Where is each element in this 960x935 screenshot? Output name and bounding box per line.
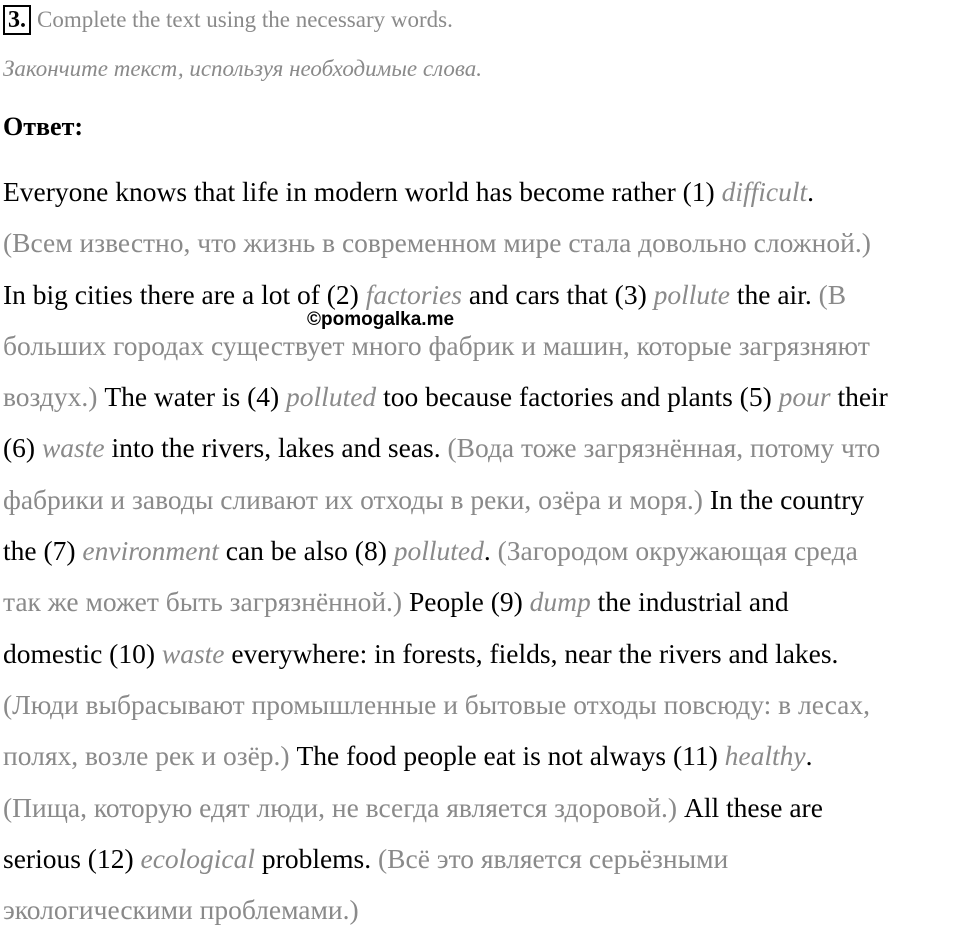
text-line [3,730,959,781]
translation-text: (В [818,278,847,310]
translation-text: фабрики и заводы сливают их отходы в реки, озёра и моря.) [3,483,703,515]
answer-word: healthy [724,740,806,772]
english-text: (6) [3,432,42,464]
answer-word: pollute [653,278,730,310]
english-text: serious (12) [3,842,141,874]
translation-text: полях, возле рек и озёр.) [3,740,290,772]
text-line [3,166,959,217]
english-text: The water is (4) [97,381,287,413]
task-header [3,4,453,36]
answer-word: waste [41,432,105,464]
answer-word: ecological [140,842,256,874]
english-text: . [807,176,815,207]
answer-word: polluted [393,535,484,567]
answer-word: waste [161,637,225,669]
translation-text: экологическими проблемами.) [3,894,359,926]
answer-word: polluted [286,381,377,413]
task-number-box: 3. [3,5,31,35]
task-instruction-en: Complete the text using the necessary words. [37,7,453,32]
english-text: domestic (10) [3,637,162,669]
english-text: the (7) [3,535,83,567]
english-text: In the country [702,483,865,515]
english-text: the industrial and [590,586,789,618]
watermark: ©pomogalka.me [307,309,455,330]
translation-text: (Люди выбрасывают промышленные и бытовые отходы повсюду: в лесах, [3,688,871,720]
translation-text: (Всем известно, что жизнь в современном мире стала довольно сложной.) [3,227,871,259]
text-line [3,884,959,935]
english-text: everywhere: in forests, fields, near the rivers and lakes. [224,637,839,669]
translation-text: (Всё это является серьёзными [378,842,729,874]
english-text: Everyone knows that life in modern world has become rather (1) [3,176,722,207]
text-line [3,320,959,371]
translation-text: воздух.) [3,381,98,413]
text-line [3,576,959,627]
translation-text: (Вода тоже загрязнённая, потому что [447,432,881,464]
translation-text: (Пища, которую едят люди, не всегда является здоровой.) [3,791,678,823]
answer-word: environment [82,535,219,567]
text-line [3,679,959,730]
translation-text: больших городах существует много фабрик и машин, которые загрязняют [3,329,870,361]
text-line [3,474,959,525]
text-line [3,782,959,833]
text-line [3,628,959,679]
english-text: problems. [255,842,379,874]
answer-word: factories [365,278,462,310]
answer-word: pour [778,381,831,413]
text-line [3,422,959,473]
answer-label: Ответ: [3,112,84,141]
answer-word: dump [529,586,591,618]
english-text: In big cities there are a lot of (2) [3,278,366,310]
answer-word: difficult [721,176,808,207]
english-text: the air. [730,278,819,310]
text-line [3,217,959,268]
text-line [3,833,959,884]
english-text: . [805,740,813,772]
english-text: All these are [677,791,823,823]
english-text: too because factories and plants (5) [376,381,779,413]
translation-text: (Загородом окружающая среда [497,535,858,567]
english-text: can be also (8) [218,535,394,567]
english-text: The food people eat is not always (11) [289,740,725,772]
english-text: . [483,535,498,567]
english-text: and cars that (3) [461,278,654,310]
translation-text: так же может быть загрязнённой.) [3,586,403,618]
english-text: their [830,381,888,413]
english-text: People (9) [402,586,530,618]
text-line [3,371,959,422]
text-line [3,269,959,320]
answer-text [3,166,959,935]
english-text: into the rivers, lakes and seas. [104,432,448,464]
text-line [3,525,959,576]
task-instruction-ru: Закончите текст, используя необходимые слова. [3,56,482,81]
